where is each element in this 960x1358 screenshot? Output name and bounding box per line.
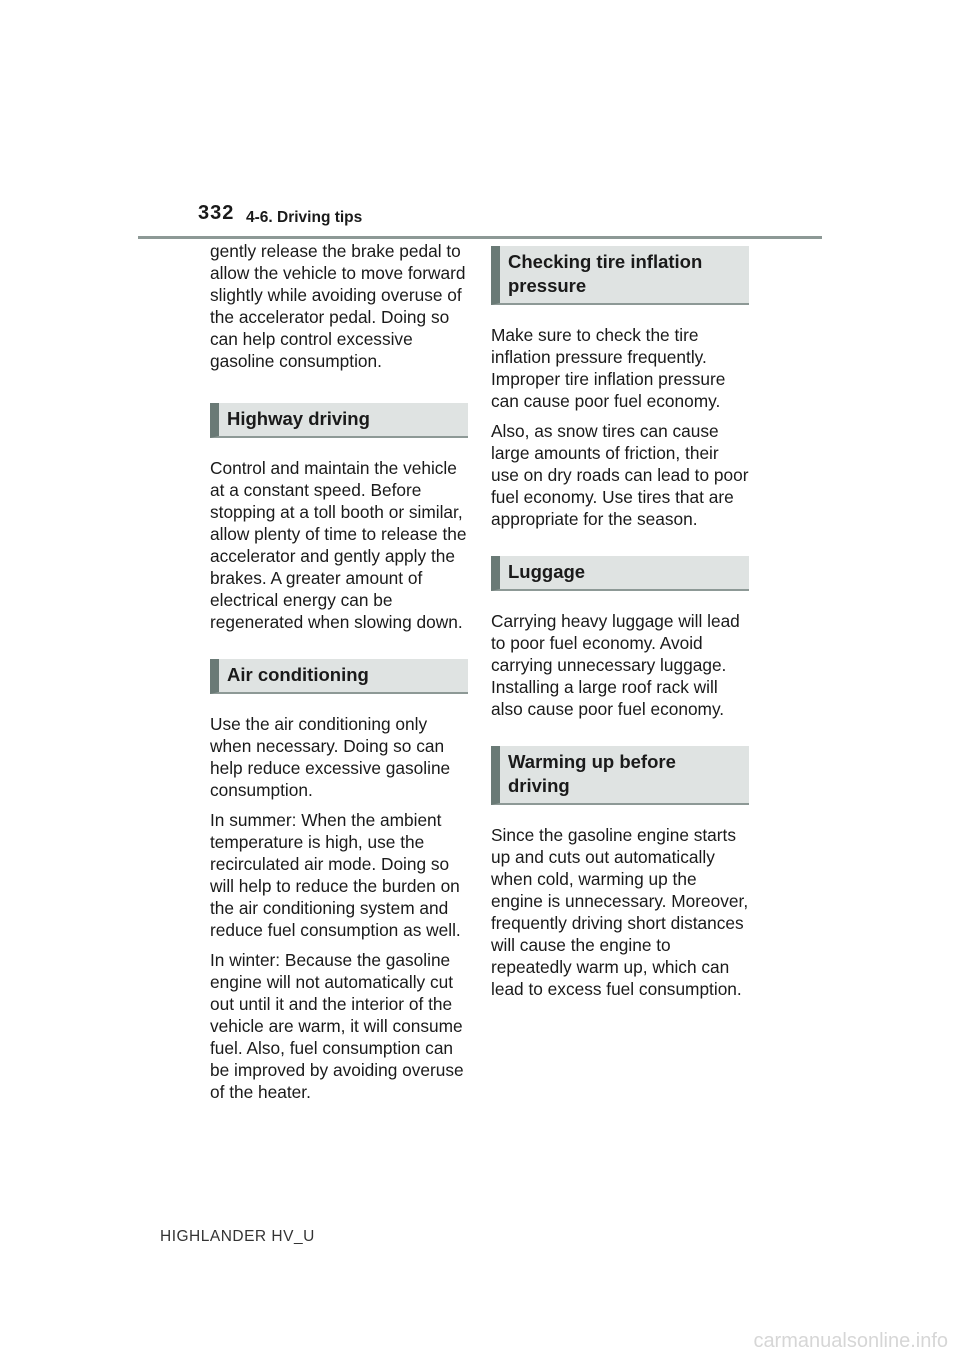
section-title: 4-6. Driving tips [246,209,363,226]
page-number: 332 [198,202,235,224]
air-conditioning-text-3: In winter: Because the gasoline engine will not automatically cut out until it and the interior of the vehicle are warm, it will consume fuel. Also, fuel consumption can be improved by avoiding overuse of the heater. [210,950,464,1102]
warming-up-heading: Warming up before driving [491,746,749,805]
footer-model: HIGHLANDER HV_U [160,1228,315,1245]
luggage-text: Carrying heavy luggage will lead to poor fuel economy. Avoid carrying unnecessary luggage. Installing a large roof rack will also cause poor fuel economy. [491,611,740,719]
warming-up-text: Since the gasoline engine starts up and cuts out automatically when cold, warming up the engine is unnecessary. Moreover, frequently driving short distances will cause the engine to repeatedly warm up, which can lead to excess fuel consumption. [491,825,749,999]
tire-pressure-text-2: Also, as snow tires can cause large amounts of friction, their use on dry roads can lead to poor fuel economy. Use tires that are appropriate for the season. [491,421,749,529]
air-conditioning-text-2: In summer: When the ambient temperature is high, use the recirculated air mode. Doing so will help to reduce the burden on the air conditioning system and reduce fuel consumption as well. [210,810,461,940]
highway-driving-heading: Highway driving [210,403,468,438]
page-header [138,202,822,239]
tire-pressure-heading: Checking tire inflation pressure [491,246,749,305]
luggage-heading: Luggage [491,556,749,591]
left-column [210,240,468,1111]
air-conditioning-text-1: Use the air conditioning only when necessary. Doing so can help reduce excessive gasoline consumption. [210,714,451,800]
watermark: carmanualsonline.info [753,1330,948,1352]
highway-driving-text: Control and maintain the vehicle at a constant speed. Before stopping at a toll booth or similar, allow plenty of time to release the accelerator and gently apply the brakes. A greater amount of electrical energy can be regenerated when slowing down. [210,458,467,632]
tire-pressure-text-1: Make sure to check the tire inflation pressure frequently. Improper tire inflation pressure can cause poor fuel economy. [491,325,726,411]
intro-paragraph: gently release the brake pedal to allow the vehicle to move forward slightly while avoiding overuse of the accelerator pedal. Doing so can help control excessive gasoline consumption. [210,241,466,371]
air-conditioning-heading: Air conditioning [210,659,468,694]
right-column [491,246,749,1008]
